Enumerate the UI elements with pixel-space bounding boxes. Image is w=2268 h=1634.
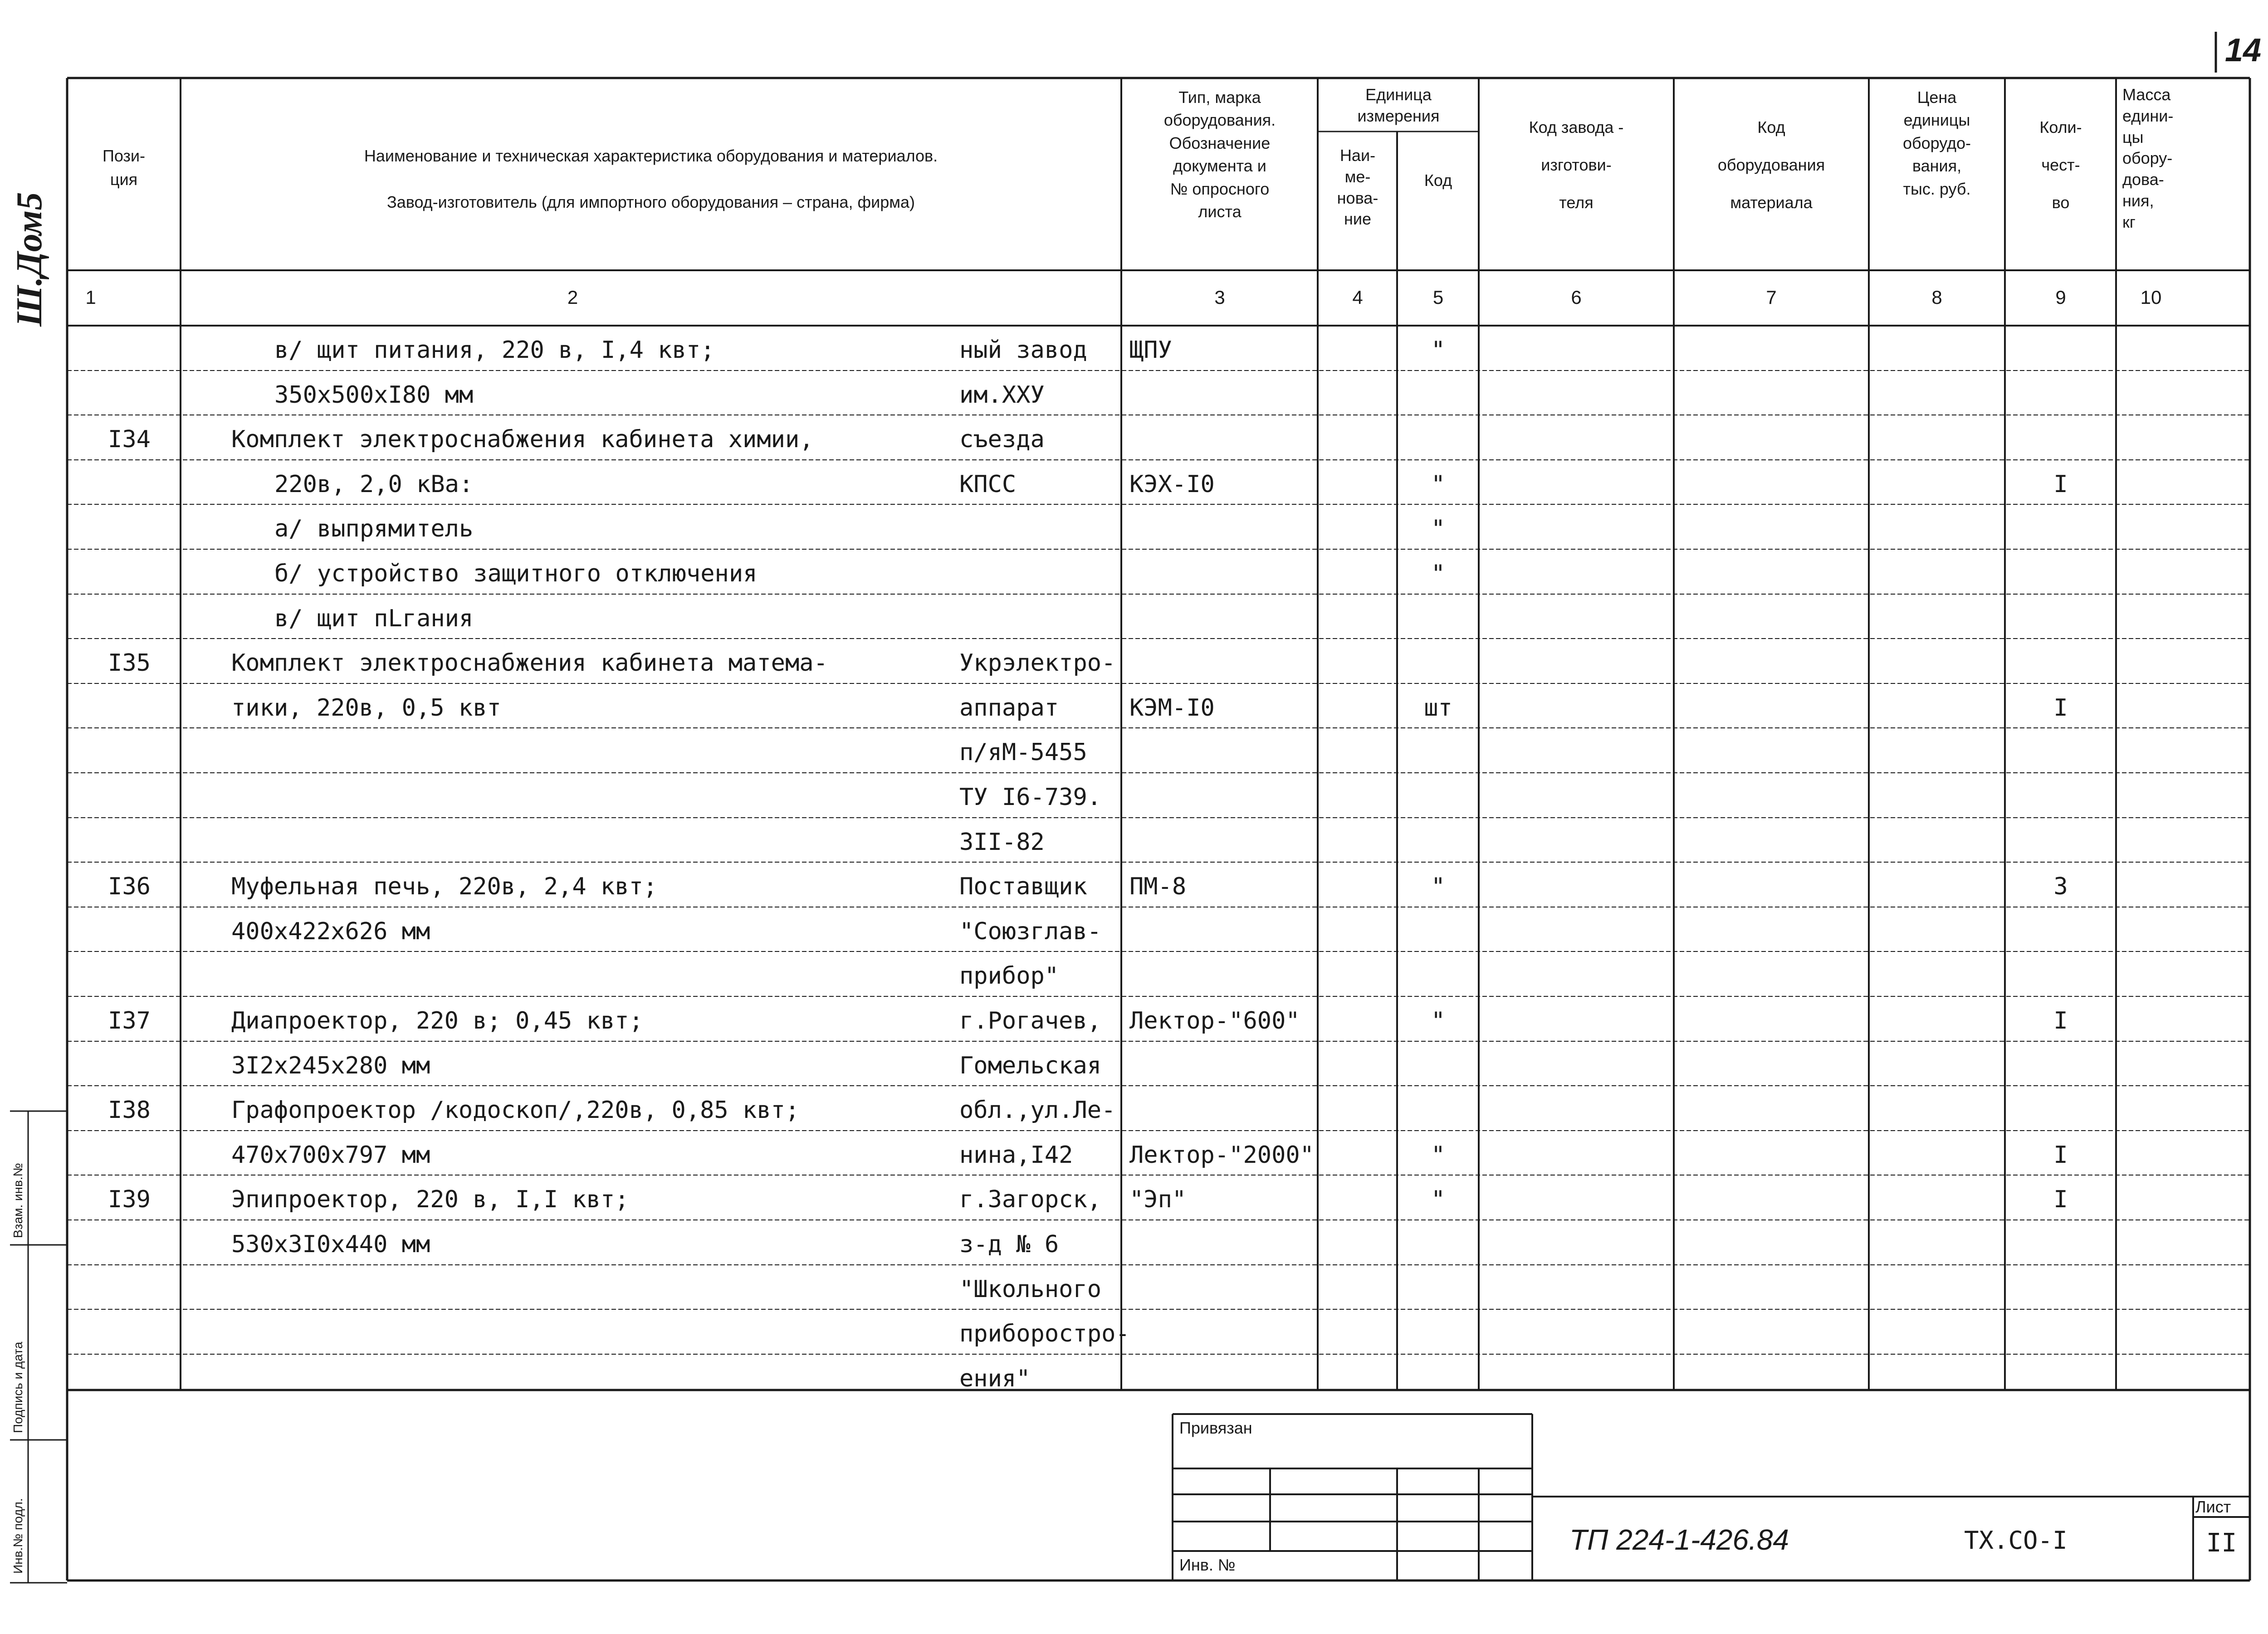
row-type: Лектор-"600" [1129,1007,1300,1034]
side-label-inv: Инв.№ подл. [11,1498,25,1574]
header-type: Тип, марка оборудования. Обозначение документа и № опросного листа [1163,88,1276,221]
row-name: в/ щит пLгания [274,605,474,632]
row-name: 220в, 2,0 кВа: [274,471,474,498]
col-number-9: 9 [2055,287,2066,308]
row-manufacturer: обл.,ул.Ле- [959,1097,1116,1124]
col-number-2: 2 [567,287,578,308]
row-manufacturer: съезда [959,426,1045,453]
header-unit-group: Единица измерения [1357,85,1440,125]
row-name: 470х700х797 мм [231,1141,430,1169]
row-manufacturer: нина,I42 [959,1141,1073,1169]
row-name: Комплект электроснабжения кабинета химии, [231,426,814,453]
inv-label: Инв. № [1179,1556,1236,1574]
row-name: Эпипроектор, 220 в, I,I квт; [231,1186,629,1213]
side-label-signature: Подпись и дата [11,1341,25,1433]
row-manufacturer: КПСС [959,471,1017,498]
row-manufacturer: "Школьного [959,1276,1102,1303]
row-manufacturer: аппарат [959,694,1059,722]
col-number-7: 7 [1766,287,1777,308]
header-unit-name: Наи- ме- нова- ние [1337,146,1378,229]
row-position: I37 [108,1007,151,1034]
row-manufacturer: з-д № 6 [959,1231,1059,1258]
header-name-line2: Завод-изготовитель (для импортного оборудования – страна, фирма) [386,193,915,211]
row-manufacturer: прибор" [959,962,1059,990]
row-manufacturer: Поставщик [959,873,1087,900]
row-manufacturer: Гомельская [959,1052,1102,1079]
row-unit-code: " [1431,515,1446,542]
row-position: I35 [108,649,151,677]
row-position: I39 [108,1186,151,1213]
row-unit-code: " [1431,1186,1446,1213]
row-quantity: I [2053,1141,2068,1169]
col-number-6: 6 [1571,287,1582,308]
header-name-line1: Наименование и техническая характеристика оборудования и материалов. [364,146,938,165]
header-mass: Масса едини- цы обору- дова- ния, кг [2122,85,2174,231]
row-name: тики, 220в, 0,5 квт [231,694,501,722]
header-price: Цена единицы оборудо- вания, тыс. руб. [1902,88,1971,198]
row-name: Муфельная печь, 220в, 2,4 квт; [231,873,658,900]
row-quantity: 3 [2053,873,2068,900]
header-position: Пози- ция [102,146,146,189]
header-quantity: Коли- чест- во [2039,118,2082,212]
row-type: Лектор-"2000" [1129,1141,1314,1169]
row-name: 350х500хI80 мм [274,381,474,409]
col-number-1: 1 [85,287,96,308]
row-name: а/ выпрямитель [274,515,474,542]
row-manufacturer: ный завод [959,337,1087,364]
row-manufacturer: г.Рогачев, [959,1007,1102,1034]
row-unit-code: " [1431,873,1446,900]
row-unit-code: " [1431,1141,1446,1169]
row-type: КЭМ-I0 [1129,694,1215,722]
row-position: I38 [108,1097,151,1124]
header-unit-code: Код [1424,171,1452,190]
sheet-number: II [2206,1528,2237,1558]
header-factory-code: Код завода - изготови- теля [1529,118,1624,212]
row-type: ПМ-8 [1129,873,1187,900]
row-name: в/ щит питания, 220 в, I,4 квт; [274,337,715,364]
row-name: Комплект электроснабжения кабинета матема- [231,649,828,677]
row-manufacturer: "Союзглав- [959,918,1102,945]
row-position: I36 [108,873,151,900]
row-manufacturer: 3II-82 [959,829,1045,856]
row-name: 400х422х626 мм [231,918,430,945]
row-quantity: I [2053,694,2068,722]
col-number-10: 10 [2140,287,2162,308]
col-number-8: 8 [1931,287,1942,308]
bound-label: Привязан [1179,1419,1252,1437]
row-manufacturer: ения" [959,1365,1031,1392]
row-manufacturer: приборостро- [959,1320,1130,1347]
row-name: 530х3I0х440 мм [231,1231,430,1258]
col-number-4: 4 [1352,287,1363,308]
row-name: б/ устройство защитного отключения [274,560,758,587]
row-manufacturer: ТУ I6-739. [959,784,1102,811]
row-quantity: I [2053,1186,2068,1213]
row-manufacturer: им.XXУ [959,381,1045,409]
col-number-5: 5 [1432,287,1444,308]
row-name: 3I2х245х280 мм [231,1052,430,1079]
doc-code: ТП 224-1-426.84 [1569,1523,1789,1556]
row-quantity: I [2053,471,2068,498]
row-unit-code: шт [1424,694,1452,722]
row-manufacturer: п/яМ-5455 [959,739,1087,766]
doc-mark: ТХ.СО-I [1964,1526,2068,1555]
row-name: Диапроектор, 220 в; 0,45 квт; [231,1007,643,1034]
side-label-replace: Взам. инв.№ [11,1163,25,1238]
row-unit-code: " [1431,471,1446,498]
side-stamp: Ш.Дом5 [10,192,49,327]
sheet-label: Лист [2195,1497,2231,1516]
row-type: ЩПУ [1129,337,1172,364]
row-position: I34 [108,426,151,453]
row-quantity: I [2053,1007,2068,1034]
row-manufacturer: г.Загорск, [959,1186,1102,1213]
col-number-3: 3 [1214,287,1225,308]
row-name: Графопроектор /кодоскоп/,220в, 0,85 квт; [231,1097,800,1124]
row-type: КЭХ-I0 [1129,471,1215,498]
row-unit-code: " [1431,337,1446,364]
header-equipment-code: Код оборудования материала [1717,118,1825,212]
row-type: "Эп" [1129,1186,1187,1213]
page-number: 14 [2225,32,2262,68]
row-unit-code: " [1431,560,1446,587]
row-unit-code: " [1431,1007,1446,1034]
row-manufacturer: Укрэлектро- [959,649,1116,677]
